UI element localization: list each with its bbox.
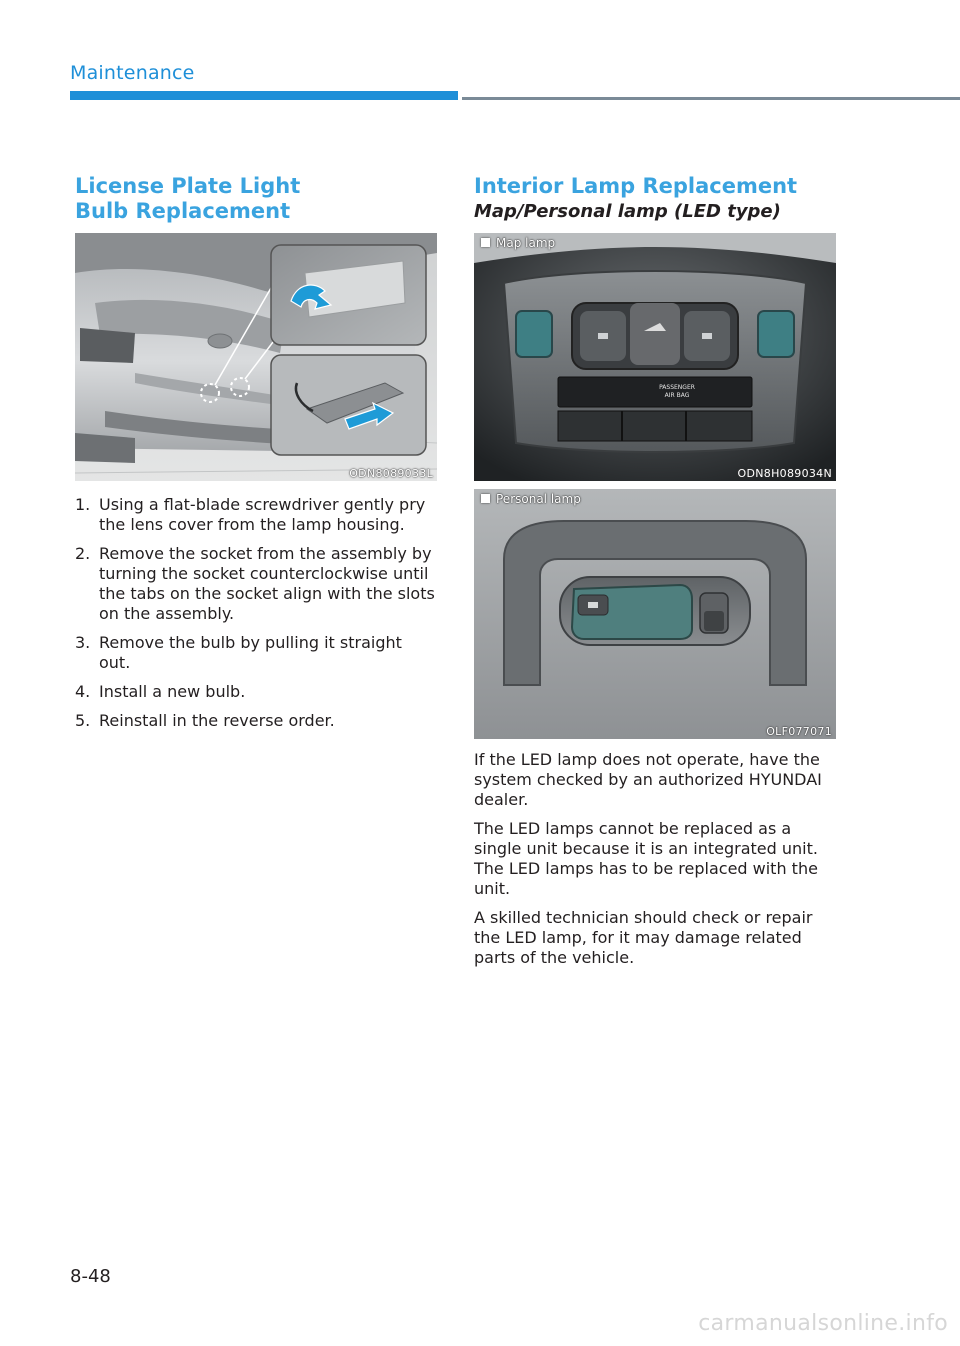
map-lamp-label — [481, 236, 555, 250]
map-lamp-label-text: Map lamp — [496, 236, 556, 250]
watermark: carmanualsonline.info — [698, 1311, 948, 1336]
list-item — [75, 711, 437, 731]
figure-code: OLF077071 — [766, 725, 832, 738]
personal-lamp-label — [481, 492, 581, 506]
personal-lamp-figure — [474, 489, 836, 739]
header-rule-grey — [462, 97, 960, 100]
step-text: Remove the bulb by pulling it straight out. — [99, 633, 402, 672]
header-rule-blue — [70, 91, 458, 100]
step-text: Reinstall in the reverse order. — [99, 711, 335, 730]
interior-lamp-subtitle: Map/Personal lamp (LED type) — [474, 201, 781, 222]
panel-text-airbag: AIR BAG — [664, 392, 690, 399]
step-number: 3. — [75, 633, 91, 652]
personal-lamp-illustration — [474, 489, 836, 739]
left-column — [75, 174, 437, 740]
map-lamp-figure — [474, 233, 836, 481]
step-number: 1. — [75, 495, 91, 514]
license-plate-figure — [75, 233, 437, 481]
step-text: Using a flat-blade screwdriver gently pry the lens cover from the lamp housing. — [99, 495, 426, 534]
step-number: 2. — [75, 544, 91, 563]
replacement-steps — [75, 495, 437, 731]
step-number: 5. — [75, 711, 91, 730]
license-plate-title: License Plate Light Bulb Replacement — [75, 174, 301, 223]
step-text: Remove the socket from the assembly by turning the socket counterclockwise until the tabs on the socket align with the slots on the assembly. — [99, 544, 435, 623]
section-header: Maintenance — [70, 62, 195, 84]
list-item — [75, 633, 437, 673]
list-item — [75, 495, 437, 535]
paragraph: A skilled technician should check or repair the LED lamp, for it may damage related parts of the vehicle. — [474, 908, 813, 967]
bullet-square-icon — [481, 238, 490, 247]
page-number: 8-48 — [70, 1266, 111, 1287]
led-notes — [474, 750, 836, 968]
figure-code: ODN8H089034N — [737, 467, 832, 480]
list-item — [75, 682, 437, 702]
list-item — [75, 544, 437, 624]
paragraph: If the LED lamp does not operate, have the system checked by an authorized HYUNDAI dealer. — [474, 750, 822, 809]
map-lamp-illustration — [474, 233, 836, 481]
bullet-square-icon — [481, 494, 490, 503]
panel-text-passenger: PASSENGER — [659, 384, 695, 391]
paragraph: The LED lamps cannot be replaced as a single unit because it is an integrated unit. The LED lamps has to be replaced with the unit. — [474, 819, 818, 898]
interior-lamp-title: Interior Lamp Replacement — [474, 174, 798, 198]
figure-code: ODN8089033L — [349, 467, 433, 480]
personal-lamp-label-text: Personal lamp — [496, 492, 581, 506]
right-column — [474, 174, 836, 977]
step-text: Install a new bulb. — [99, 682, 246, 701]
license-plate-illustration — [75, 233, 437, 481]
step-number: 4. — [75, 682, 91, 701]
